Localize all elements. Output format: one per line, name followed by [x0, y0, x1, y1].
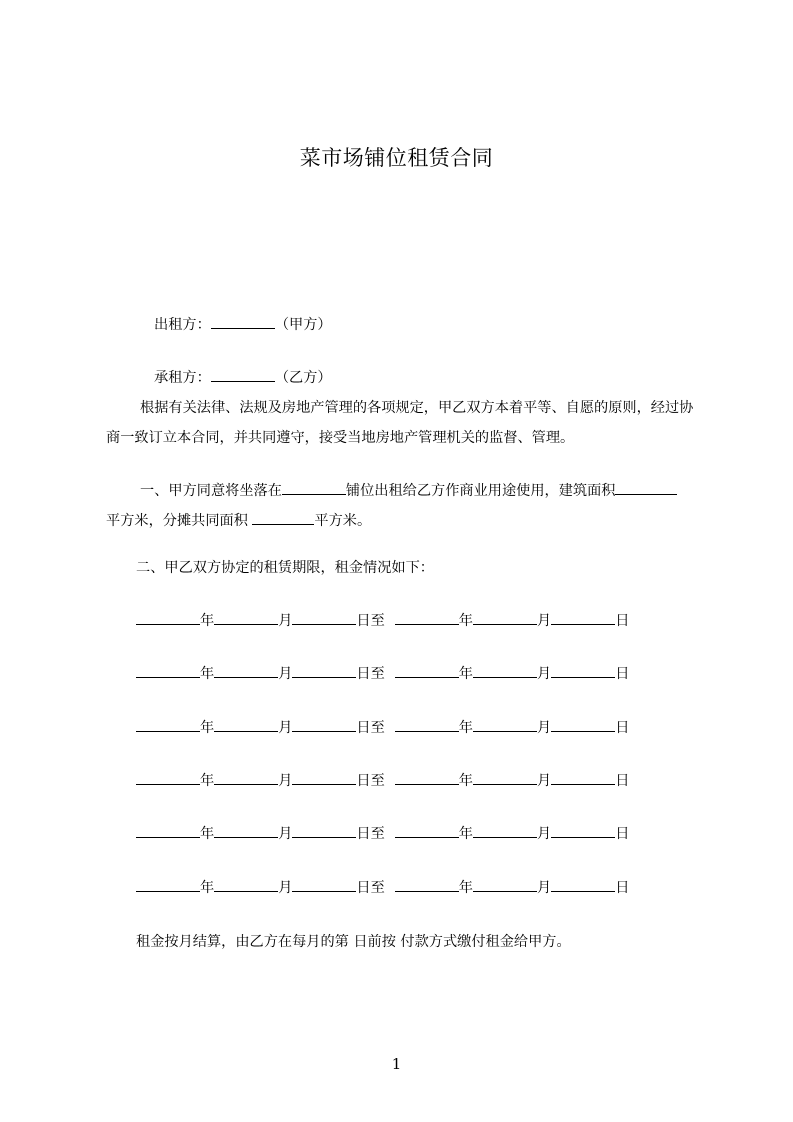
end-day-blank — [551, 663, 615, 678]
page-number: 1 — [391, 1055, 402, 1073]
start-day-blank — [292, 877, 356, 892]
end-year-blank — [395, 770, 459, 785]
end-year-blank — [395, 663, 459, 678]
building-area-blank — [615, 480, 677, 495]
lessee-label: 承租方： — [154, 370, 211, 386]
start-month-blank — [214, 610, 278, 625]
start-month-label: 月 — [278, 720, 293, 736]
clause-1-part-4: 平方米。 — [314, 513, 372, 529]
end-day-label: 日 — [615, 773, 630, 789]
end-day-blank — [551, 610, 615, 625]
start-day-blank — [292, 770, 356, 785]
start-year-label: 年 — [200, 880, 215, 896]
date-row — [136, 876, 629, 900]
end-month-blank — [473, 610, 537, 625]
start-year-label: 年 — [200, 720, 215, 736]
lessee-blank — [211, 367, 275, 382]
end-year-label: 年 — [458, 880, 473, 896]
clause-2-heading: 二、甲乙双方协定的租赁期限，租金情况如下： — [136, 560, 434, 576]
end-month-label: 月 — [537, 826, 552, 842]
document-title: 菜市场铺位租赁合同 — [299, 146, 494, 170]
start-day-blank — [292, 663, 356, 678]
end-day-label: 日 — [615, 720, 630, 736]
start-month-label: 月 — [278, 613, 293, 629]
end-month-label: 月 — [537, 720, 552, 736]
end-day-label: 日 — [615, 880, 630, 896]
lessor-label: 出租方： — [154, 317, 211, 333]
date-row — [136, 609, 629, 633]
date-row — [136, 769, 629, 793]
rent-payment-line: 租金按月结算，由乙方在每月的第 日前按 付款方式缴付租金给甲方。 — [136, 934, 571, 950]
lessee-suffix: （乙方） — [274, 370, 332, 386]
start-year-blank — [136, 717, 200, 732]
lessor-blank — [211, 314, 275, 329]
start-day-blank — [292, 717, 356, 732]
end-day-blank — [551, 823, 615, 838]
intro-paragraph: 根据有关法律、法规及房地产管理的各项规定，甲乙双方本着平等、自愿的原则，经过协商一致订立本合同，并共同遵守，接受当地房地产管理机关的监督、管理。 — [106, 400, 694, 446]
end-month-label: 月 — [537, 880, 552, 896]
start-day-to-label: 日至 — [356, 880, 385, 896]
end-year-label: 年 — [458, 826, 473, 842]
start-day-to-label: 日至 — [356, 773, 385, 789]
start-month-label: 月 — [278, 666, 293, 682]
lessor-suffix: （甲方） — [274, 317, 332, 333]
start-year-label: 年 — [200, 826, 215, 842]
end-month-blank — [473, 770, 537, 785]
start-day-blank — [292, 610, 356, 625]
shared-area-blank — [252, 510, 314, 525]
end-year-blank — [395, 717, 459, 732]
end-day-label: 日 — [615, 613, 630, 629]
start-month-blank — [214, 717, 278, 732]
start-year-label: 年 — [200, 666, 215, 682]
end-year-label: 年 — [458, 773, 473, 789]
start-year-blank — [136, 770, 200, 785]
end-month-label: 月 — [537, 613, 552, 629]
end-year-label: 年 — [458, 613, 473, 629]
end-month-blank — [473, 717, 537, 732]
start-month-label: 月 — [278, 826, 293, 842]
start-month-blank — [214, 663, 278, 678]
start-year-blank — [136, 610, 200, 625]
start-day-to-label: 日至 — [356, 666, 385, 682]
start-month-blank — [214, 770, 278, 785]
end-month-blank — [473, 823, 537, 838]
start-year-label: 年 — [200, 773, 215, 789]
end-month-blank — [473, 877, 537, 892]
start-year-blank — [136, 877, 200, 892]
end-month-label: 月 — [537, 773, 552, 789]
clause-1-part-3: 平方米，分摊共同面积 — [106, 513, 253, 529]
end-day-label: 日 — [615, 666, 630, 682]
date-row — [136, 822, 629, 846]
start-year-blank — [136, 663, 200, 678]
date-row — [136, 716, 629, 740]
start-year-blank — [136, 823, 200, 838]
end-month-blank — [473, 663, 537, 678]
end-day-blank — [551, 770, 615, 785]
end-year-label: 年 — [458, 720, 473, 736]
end-day-label: 日 — [615, 826, 630, 842]
location-blank — [282, 480, 346, 495]
clause-1-part-2: 铺位出租给乙方作商业用途使用，建筑面积 — [345, 483, 616, 499]
end-year-label: 年 — [458, 666, 473, 682]
start-month-blank — [214, 877, 278, 892]
start-month-label: 月 — [278, 880, 293, 896]
start-day-to-label: 日至 — [356, 826, 385, 842]
start-day-to-label: 日至 — [356, 720, 385, 736]
clause-1 — [106, 476, 696, 536]
end-month-label: 月 — [537, 666, 552, 682]
start-month-blank — [214, 823, 278, 838]
start-day-to-label: 日至 — [356, 613, 385, 629]
end-day-blank — [551, 717, 615, 732]
end-year-blank — [395, 610, 459, 625]
end-year-blank — [395, 823, 459, 838]
start-day-blank — [292, 823, 356, 838]
start-year-label: 年 — [200, 613, 215, 629]
clause-1-part-1: 一、甲方同意将坐落在 — [140, 483, 282, 499]
date-row — [136, 662, 629, 686]
end-day-blank — [551, 877, 615, 892]
end-year-blank — [395, 877, 459, 892]
start-month-label: 月 — [278, 773, 293, 789]
